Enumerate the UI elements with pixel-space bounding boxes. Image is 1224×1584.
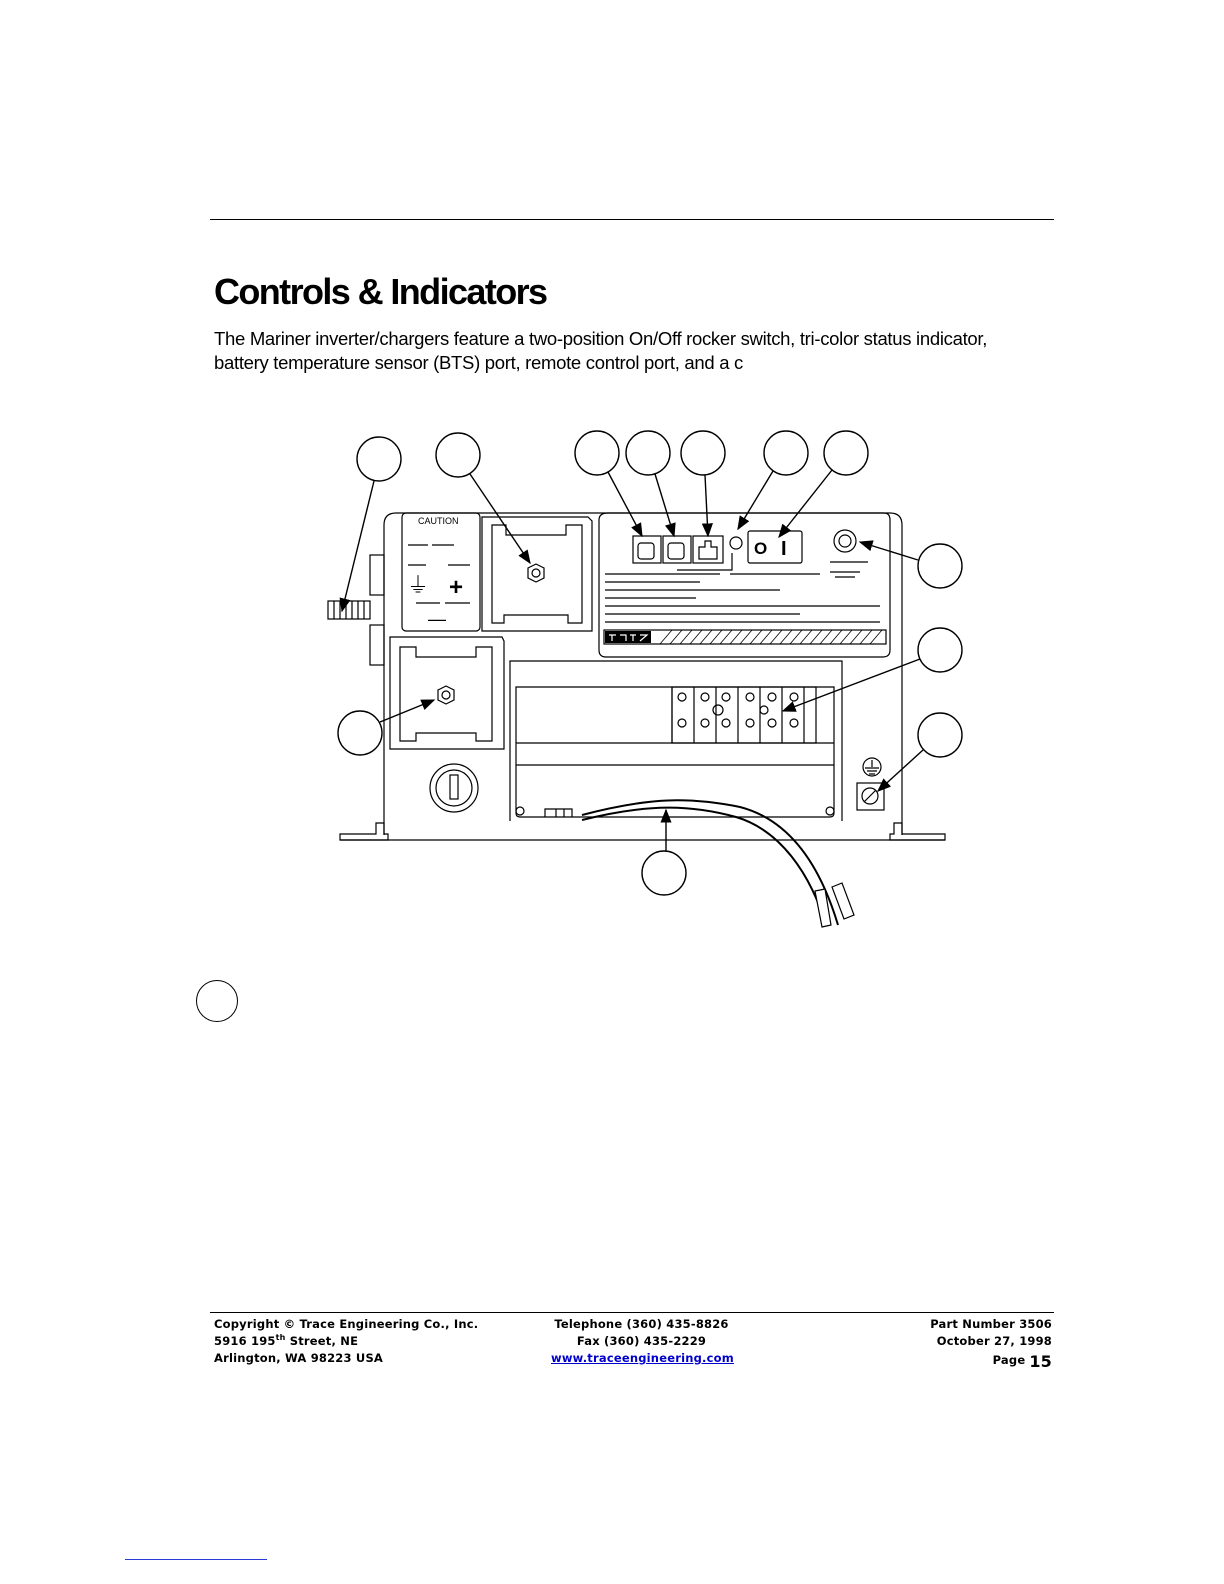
control-panel-plate (599, 513, 890, 657)
ac-wiring-compartment (510, 661, 842, 821)
callout-ac-wires (642, 851, 686, 895)
callout-negative-terminal (338, 711, 382, 755)
callout-circle (196, 980, 238, 1022)
footer-fax: Fax (360) 435-2229 (576, 1334, 707, 1348)
page-number: 15 (1029, 1352, 1052, 1371)
terminal-block (672, 687, 816, 743)
switch-off-glyph: O (754, 539, 768, 558)
intro-line-2: battery temperature sensor (BTS) port, remote control port, and a c (214, 352, 743, 373)
footer-document-info (930, 1316, 1052, 1369)
intro-paragraph (214, 327, 1054, 375)
caution-label (402, 513, 480, 631)
footer-copyright: Copyright © Trace Engineering Co., Inc. (214, 1317, 479, 1331)
callout-battery-stud (357, 437, 401, 481)
callout-port-3 (681, 431, 725, 475)
plus-symbol: + (449, 574, 464, 601)
mounting-flange (340, 823, 945, 840)
positive-terminal-cover (482, 517, 592, 631)
callout-power-switch (824, 431, 868, 475)
callout-port-2 (626, 431, 670, 475)
footer-website-link[interactable]: www.traceengineering.com (551, 1351, 734, 1365)
footnote-separator (125, 1559, 267, 1560)
footer-date: October 27, 1998 (936, 1334, 1052, 1348)
footer-street: 5916 195th Street, NE (214, 1333, 359, 1348)
footer-contact (551, 1316, 732, 1367)
chassis-outline (384, 513, 902, 835)
footer-part-number: Part Number 3506 (930, 1317, 1052, 1331)
callout-chassis-ground (918, 713, 962, 757)
callout-port-1 (575, 431, 619, 475)
callout-status-led (764, 431, 808, 475)
footer-city: Arlington, WA 98223 USA (214, 1351, 384, 1365)
chassis-ground-lug (857, 758, 884, 810)
footer-address (214, 1316, 478, 1367)
footer-rule (210, 1312, 1054, 1313)
breaker-knob (430, 764, 478, 812)
footer-telephone: Telephone (360) 435-8826 (554, 1317, 729, 1331)
footer-page: Page 15 (992, 1352, 1052, 1371)
minus-symbol: — (428, 609, 446, 629)
battery-stud (328, 555, 384, 665)
inverter-front-panel-diagram (320, 425, 980, 935)
header-rule (210, 219, 1054, 220)
intro-line-1: The Mariner inverter/chargers feature a two-position On/Off rocker switch, tri-color status indicator, (214, 328, 988, 349)
callout-breaker-reset (918, 544, 962, 588)
callout-circles (338, 431, 962, 895)
callout-positive-terminal (436, 433, 480, 477)
ac-wires (582, 800, 854, 927)
caution-text: CAUTION (418, 516, 459, 526)
page-title: Controls & Indicators (214, 271, 547, 312)
negative-terminal-cover (390, 637, 504, 749)
ground-symbol: ⏚ (407, 573, 430, 598)
switch-on-glyph: I (781, 538, 787, 560)
callout-terminal-block (918, 628, 962, 672)
